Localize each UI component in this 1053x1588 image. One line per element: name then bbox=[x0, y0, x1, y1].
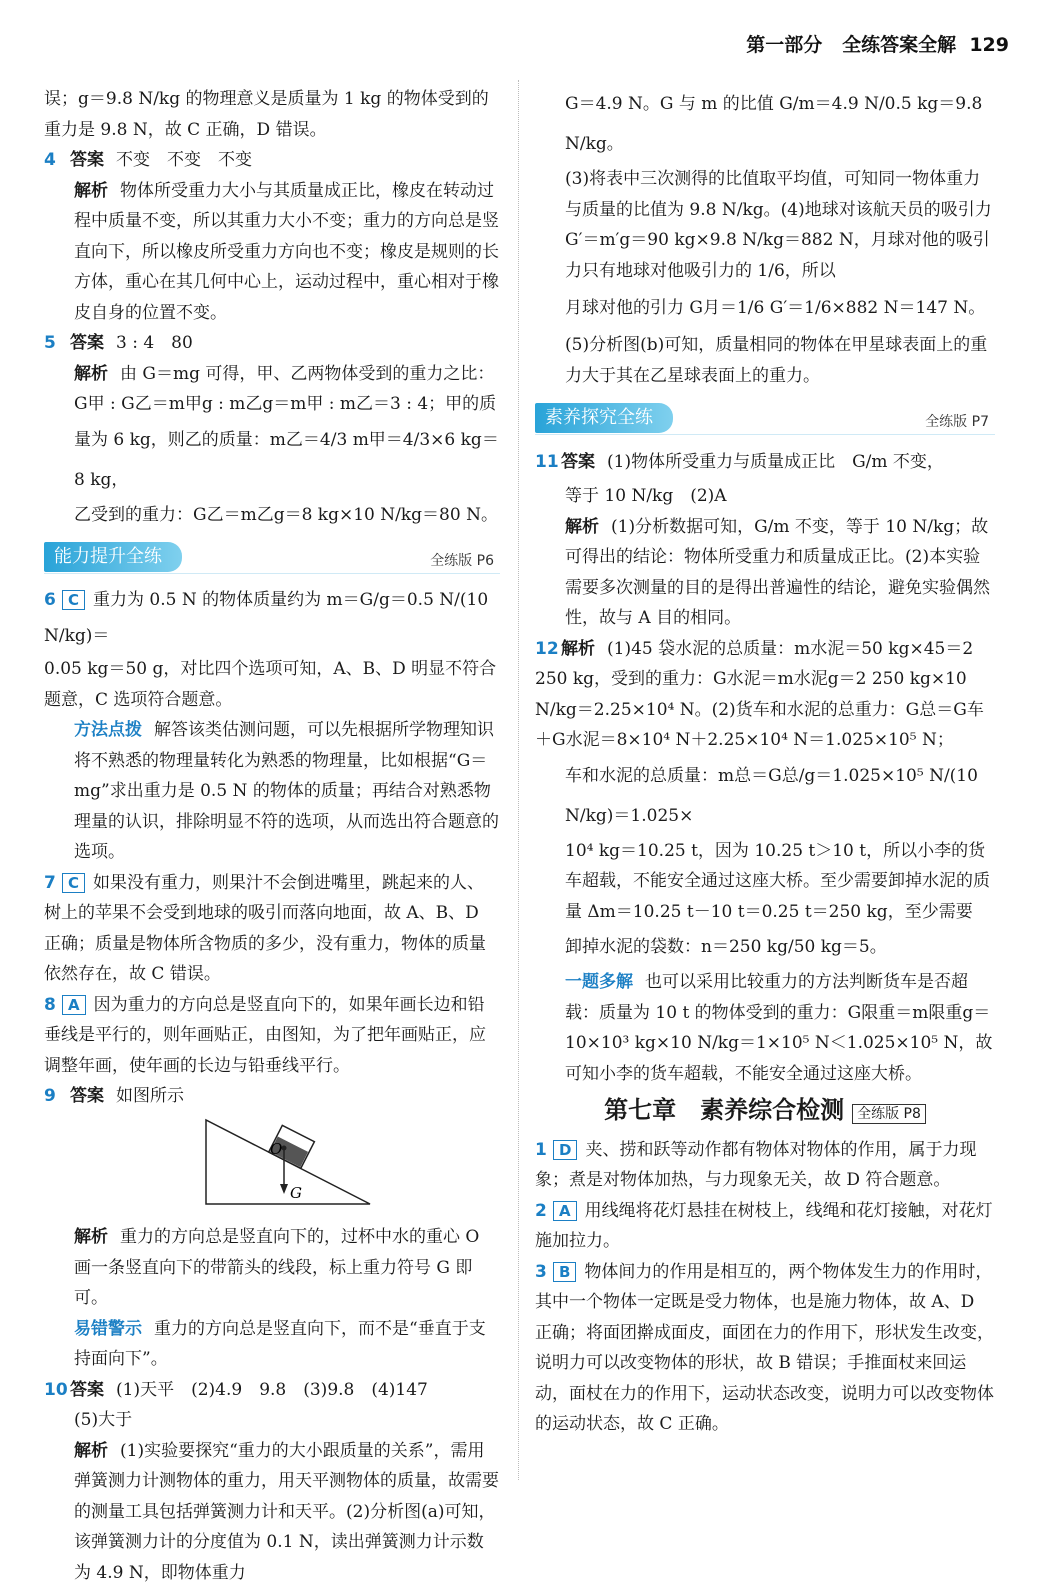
question-text: 如果没有重力，则果汁不会倒进嘴里，跳起来的人、树上的苹果不会受到地球的吸引而落向地面，故 A、B、D 正确；质量是物体所含物质的多少，没有重力，物体的质量依然存在，故 C 错误。 bbox=[44, 873, 486, 985]
explanation-text: (1)实验要探究“重力的大小跟质量的关系”，需用弹簧测力计测物体的重力，用天平测物体的质量，故需要的测量工具包括弹簧测力计和天平。(2)分析图(a)可知，该弹簧测力计的分度值为 0.1 N，读出弹簧测力计示数为 4.9 N，即物体重力 bbox=[74, 1441, 499, 1583]
question-number: 2 bbox=[535, 1196, 553, 1227]
gravity-arrowhead bbox=[280, 1184, 288, 1194]
answer-label: 答案 bbox=[70, 150, 104, 170]
explanation-text: (1)45 袋水泥的总质量：m水泥＝50 kg×45＝2 250 kg，受到的重力：G水泥＝m水泥g＝2 250 kg×10 N/kg＝2.25×10⁴ N。(2)货车和水泥的总重力：G总＝G车＋G水泥＝8×10⁴ N＋2.25×10⁴ N＝1.025×10⁵ N； bbox=[535, 639, 984, 751]
tip-text: 解答该类估测问题，可以先根据所学物理知识将不熟悉的物理量转化为熟悉的物理量，比如根据“G＝mg”求出重力是 0.5 N 的物体的质量；再结合对熟悉物理量的认识，排除明显不符的选项，从而选出符合题意的选项。 bbox=[74, 720, 499, 862]
chapter-question-1 bbox=[535, 1135, 995, 1196]
right-column bbox=[535, 84, 995, 1440]
column-divider bbox=[518, 80, 519, 1480]
explanation-label: 解析 bbox=[74, 1441, 108, 1461]
chapter-title: 第七章 素养综合检测 bbox=[604, 1096, 844, 1124]
answer-text: (1)天平 (2)4.9 9.8 (3)9.8 (4)147 bbox=[116, 1380, 428, 1400]
question-number: 8 bbox=[44, 990, 62, 1021]
tip-label: 方法点拨 bbox=[74, 720, 142, 740]
question-number: 10 bbox=[44, 1375, 70, 1406]
question-7 bbox=[44, 868, 500, 990]
paragraph: (5)分析图(b)可知，质量相同的物体在甲星球表面上的重力大于其在乙星球表面上的重力。 bbox=[535, 330, 995, 391]
question-number: 5 bbox=[44, 328, 70, 359]
question-11 bbox=[535, 443, 995, 481]
question-4 bbox=[44, 145, 500, 176]
choice-box: A bbox=[62, 995, 86, 1015]
banner-line bbox=[535, 434, 995, 435]
warning-tip bbox=[44, 1314, 500, 1375]
tip-text: 也可以采用比较重力的方法判断货车是否超载：质量为 10 t 的物体受到的重力：G限重＝m限重g＝10×10³ kg×10 N/kg＝1×10⁵ N＜1.025×10⁵ N，故可知小李的货车超载，不能安全通过这座大桥。 bbox=[565, 972, 992, 1084]
choice-box: A bbox=[553, 1201, 577, 1221]
question-number: 7 bbox=[44, 868, 62, 899]
banner-label: 能力提升全练 bbox=[44, 542, 182, 572]
explanation-line: 乙受到的重力：G乙＝m乙g＝8 kg×10 N/kg＝80 N。 bbox=[44, 500, 500, 531]
question-number: 6 bbox=[44, 582, 62, 618]
alt-solution-tip bbox=[535, 967, 995, 1089]
explanation-text: 由 G＝mg 可得，甲、乙两物体受到的重力之比：G甲 : G乙＝m甲g : m乙g＝m甲 : m乙＝3 : 4；甲的质 bbox=[74, 364, 496, 415]
question-number: 11 bbox=[535, 443, 561, 481]
explanation-label: 解析 bbox=[74, 364, 108, 384]
explanation-label: 解析 bbox=[565, 517, 599, 537]
question-10 bbox=[44, 1375, 500, 1406]
explanation-text: 重力的方向总是竖直向下的，过杯中水的重心 O 画一条竖直向下的带箭头的线段，标上重力符号 G 即可。 bbox=[74, 1227, 479, 1308]
explanation-line: 车和水泥的总质量：m总＝G总/g＝1.025×10⁵ N/(10 N/kg)＝1.025× bbox=[535, 756, 995, 836]
question-number: 3 bbox=[535, 1257, 553, 1288]
paragraph: 误；g＝9.8 N/kg 的物理意义是质量为 1 kg 的物体受到的重力是 9.8 N，故 C 正确，D 错误。 bbox=[44, 84, 500, 145]
explanation-label: 解析 bbox=[74, 181, 108, 201]
choice-box: D bbox=[553, 1140, 577, 1160]
section-banner bbox=[44, 540, 500, 574]
answer-text: (1)物体所受重力与质量成正比 G/m 不变， bbox=[607, 452, 944, 472]
question-number: 9 bbox=[44, 1081, 70, 1112]
answer-text: 如图所示 bbox=[116, 1086, 184, 1106]
question-text: 重力为 0.5 N 的物体质量约为 m＝G/g＝0.5 N/(10 N/kg)＝ bbox=[44, 590, 488, 646]
banner-line bbox=[44, 573, 500, 574]
answer-text: 不变 不变 不变 bbox=[116, 150, 252, 170]
question-number: 12 bbox=[535, 634, 561, 665]
chapter-question-3 bbox=[535, 1257, 995, 1440]
question-8 bbox=[44, 990, 500, 1082]
explanation bbox=[535, 512, 995, 634]
chapter-heading bbox=[535, 1095, 995, 1129]
explanation bbox=[44, 359, 500, 420]
explanation bbox=[44, 1222, 500, 1314]
question-9 bbox=[44, 1081, 500, 1112]
question-number: 4 bbox=[44, 145, 70, 176]
answer-text: 3 : 4 80 bbox=[116, 333, 193, 353]
incline-diagram bbox=[204, 1118, 374, 1208]
explanation-text: 物体所受重力大小与其质量成正比，橡皮在转动过程中质量不变，所以其重力大小不变；重力的方向总是竖直向下，所以橡皮所受重力方向也不变；橡皮是规则的长方体，重心在其几何中心上，运动过程中，重心相对于橡皮自身的位置不变。 bbox=[74, 181, 499, 323]
question-text: 用线绳将花灯悬挂在树枝上，线绳和花灯接触，对花灯施加拉力。 bbox=[535, 1201, 993, 1252]
question-text-line: 0.05 kg＝50 g，对比四个选项可知，A、B、D 明显不符合题意，C 选项符合题意。 bbox=[44, 654, 500, 715]
page-header bbox=[746, 30, 1009, 57]
explanation-text: (1)分析数据可知，G/m 不变，等于 10 N/kg；故可得出的结论：物体所受重力和质量成正比。(2)本实验需要多次测量的目的是得出普遍性的结论，避免实验偶然性，故与 A 目的相同。 bbox=[565, 517, 990, 629]
paragraph: G＝4.9 N。G 与 m 的比值 G/m＝4.9 N/0.5 kg＝9.8 N/kg。 bbox=[535, 84, 995, 164]
banner-reference: 全练版 P6 bbox=[430, 546, 494, 577]
explanation-line: 卸掉水泥的袋数：n＝250 kg/50 kg＝5。 bbox=[535, 927, 995, 967]
explanation-label: 解析 bbox=[561, 639, 595, 659]
header-section: 第一部分 bbox=[746, 34, 822, 56]
choice-box: B bbox=[553, 1262, 576, 1282]
warning-text: 重力的方向总是竖直向下，而不是“垂直于支持面向下”。 bbox=[74, 1319, 486, 1370]
explanation-line: 量为 6 kg，则乙的质量：m乙＝4/3 m甲＝4/3×6 kg＝8 kg， bbox=[44, 420, 500, 500]
question-text: 夹、捞和跃等动作都有物体对物体的作用，属于力现象；煮是对物体加热，与力现象无关，故 D 符合题意。 bbox=[535, 1140, 976, 1191]
incline-figure bbox=[204, 1118, 500, 1219]
answer-label: 答案 bbox=[561, 452, 595, 472]
tip-label: 一题多解 bbox=[565, 972, 633, 992]
label-o: O bbox=[270, 1140, 282, 1158]
method-tip bbox=[44, 715, 500, 868]
question-5 bbox=[44, 328, 500, 359]
question-6 bbox=[44, 582, 500, 654]
explanation-label: 解析 bbox=[74, 1227, 108, 1247]
chapter-reference: 全练版 P8 bbox=[852, 1104, 926, 1124]
left-column bbox=[44, 84, 500, 1588]
paragraph: 月球对他的引力 G月＝1/6 G′＝1/6×882 N＝147 N。 bbox=[535, 286, 995, 330]
paragraph: (3)将表中三次测得的比值取平均值，可知同一物体重力与质量的比值为 9.8 N/kg。(4)地球对该航天员的吸引力 G′＝m′g＝90 kg×9.8 N/kg＝882 N，月球对他的吸引力只有地球对他吸引力的 1/6，所以 bbox=[535, 164, 995, 286]
answer-label: 答案 bbox=[70, 1380, 104, 1400]
choice-box: C bbox=[62, 873, 85, 893]
answer-label: 答案 bbox=[70, 333, 104, 353]
question-text: 因为重力的方向总是竖直向下的，如果年画长边和铅垂线是平行的，则年画贴正，由图知，为了把年画贴正，应调整年画，使年画的长边与铅垂线平行。 bbox=[44, 995, 486, 1076]
label-g: G bbox=[290, 1184, 302, 1202]
warning-label: 易错警示 bbox=[74, 1319, 142, 1339]
question-12 bbox=[535, 634, 995, 756]
banner-label: 素养探究全练 bbox=[535, 403, 673, 433]
banner-reference: 全练版 P7 bbox=[925, 407, 989, 438]
answer-text-line: 等于 10 N/kg (2)A bbox=[535, 481, 995, 512]
section-banner bbox=[535, 401, 995, 435]
explanation-line: 10⁴ kg＝10.25 t，因为 10.25 t＞10 t，所以小李的货车超载，不能安全通过这座大桥。至少需要卸掉水泥的质量 Δm＝10.25 t－10 t＝0.25 t＝250 kg，至少需要 bbox=[535, 836, 995, 928]
choice-box: C bbox=[62, 590, 85, 610]
question-number: 1 bbox=[535, 1135, 553, 1166]
page-number: 129 bbox=[969, 34, 1009, 56]
chapter-question-2 bbox=[535, 1196, 995, 1257]
explanation bbox=[44, 176, 500, 329]
answer-label: 答案 bbox=[70, 1086, 104, 1106]
explanation bbox=[44, 1436, 500, 1588]
answer-text-line: (5)大于 bbox=[44, 1405, 500, 1436]
question-text: 物体间力的作用是相互的，两个物体发生力的作用时，其中一个物体一定既是受力物体，也是施力物体，故 A、D 正确；将面团擀成面皮，面团在力的作用下，形状发生改变，说明力可以改变物体的形状，故 B 错误；手推面杖来回运动，面杖在力的作用下，运动状态改变，说明力可以改变物体的运动状态，故 C 正确。 bbox=[535, 1262, 994, 1435]
header-title: 全练答案全解 bbox=[842, 34, 956, 56]
